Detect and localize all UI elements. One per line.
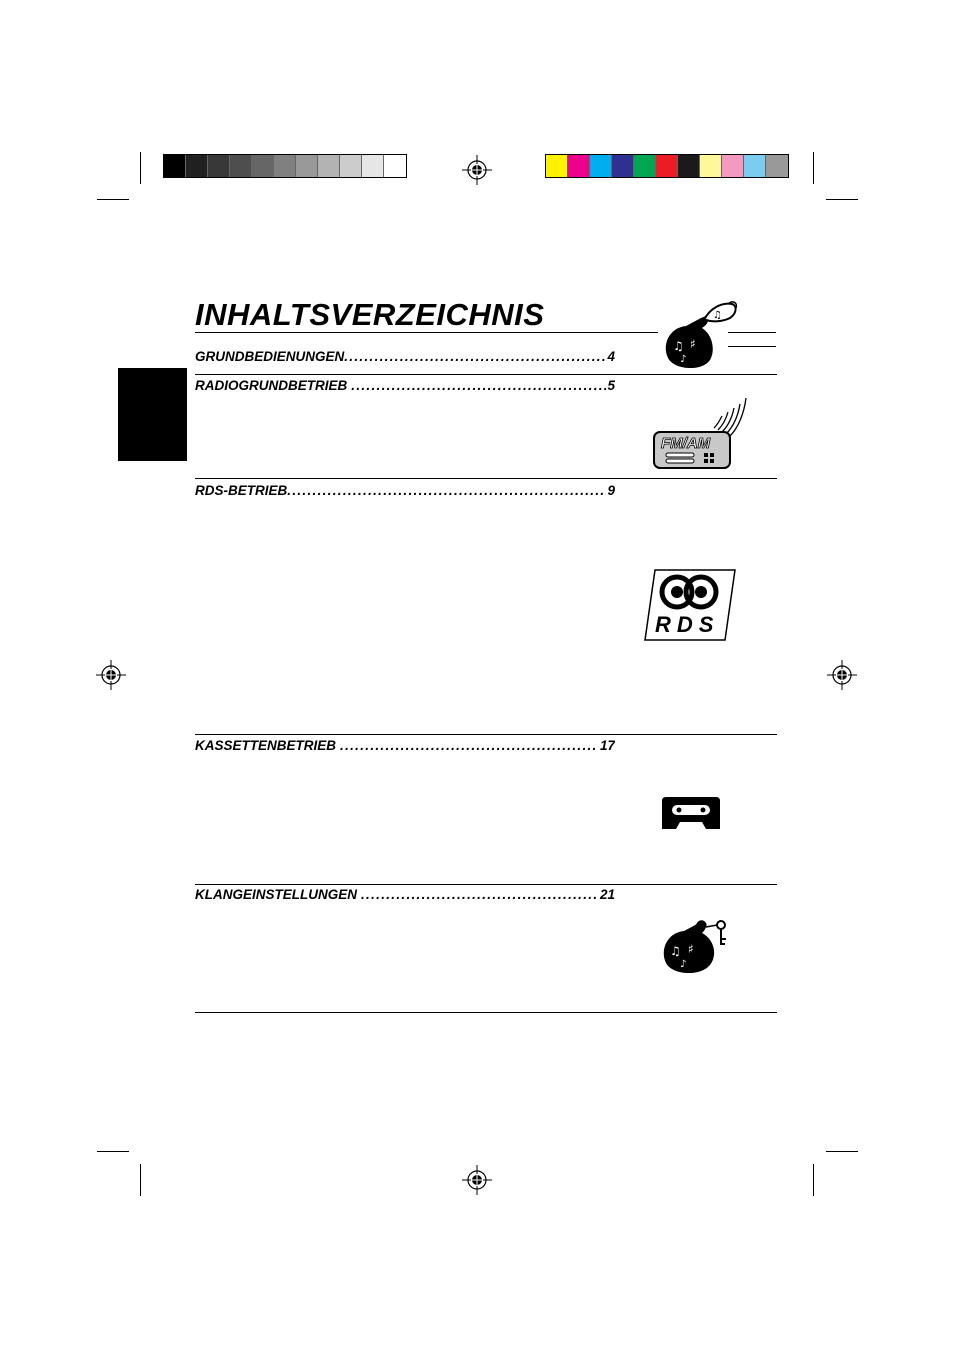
section-divider: [195, 374, 777, 375]
rds-label: RDS: [655, 612, 720, 637]
grayscale-swatch: [208, 155, 230, 177]
crop-mark: [826, 199, 858, 200]
grayscale-swatch: [296, 155, 318, 177]
toc-entry-radiogrundbetrieb[interactable]: [195, 378, 615, 393]
toc-entry-page: 21: [599, 887, 615, 902]
svg-text:♯: ♯: [688, 942, 694, 956]
registration-mark-icon: [462, 155, 492, 185]
registration-mark-icon: [96, 660, 126, 690]
process-color-bar: [545, 154, 789, 178]
toc-entry-kassettenbetrieb[interactable]: [195, 738, 615, 753]
toc-entry-label: GRUNDBEDIENUNGEN: [195, 349, 345, 364]
grayscale-swatch: [340, 155, 362, 177]
toc-leader: [287, 483, 606, 498]
grayscale-color-bar: [163, 154, 407, 178]
crop-mark: [140, 152, 141, 184]
toc-entry-rds-betrieb[interactable]: [195, 483, 615, 498]
crop-mark: [97, 199, 129, 200]
section-divider: [195, 478, 777, 479]
svg-text:♪: ♪: [680, 354, 687, 365]
toc-leader: [351, 378, 606, 393]
toc-entry-klangeinstellungen[interactable]: [195, 887, 615, 902]
toc-entry-label: KLANGEINSTELLUNGEN: [195, 887, 357, 902]
toc-entry-page: 5: [607, 378, 615, 393]
process-color-swatch: [612, 155, 634, 177]
grayscale-swatch: [384, 155, 406, 177]
grayscale-swatch: [252, 155, 274, 177]
fm-am-radio-icon: [652, 392, 748, 472]
fm-am-label: FM/AM: [661, 435, 711, 452]
section-divider: [195, 1012, 777, 1013]
svg-text:♪: ♪: [680, 959, 687, 970]
crop-mark: [813, 1164, 814, 1196]
svg-text:♫: ♫: [670, 944, 681, 958]
svg-text:♫: ♫: [673, 339, 684, 353]
grayscale-swatch: [186, 155, 208, 177]
sound-bag-icon: [658, 915, 730, 977]
toc-leader: [361, 887, 596, 902]
process-color-swatch: [634, 155, 656, 177]
section-divider: [195, 884, 777, 885]
svg-text:♫: ♫: [713, 310, 722, 321]
toc-entry-label: KASSETTENBETRIEB: [195, 738, 337, 753]
process-color-swatch: [546, 155, 568, 177]
grayscale-swatch: [362, 155, 384, 177]
grayscale-swatch: [230, 155, 252, 177]
grayscale-swatch: [274, 155, 296, 177]
cassette-icon: [662, 797, 720, 831]
toc-leader: [344, 349, 606, 364]
rds-logo-icon: [643, 568, 737, 642]
grayscale-swatch: [318, 155, 340, 177]
process-color-swatch: [656, 155, 678, 177]
music-bag-icon: [658, 298, 740, 372]
process-color-swatch: [722, 155, 744, 177]
crop-mark: [140, 1164, 141, 1196]
crop-mark: [97, 1151, 129, 1152]
svg-text:♯: ♯: [690, 337, 696, 351]
toc-entry-page: 17: [599, 738, 615, 753]
toc-leader: [340, 738, 596, 753]
registration-mark-icon: [827, 660, 857, 690]
process-color-swatch: [678, 155, 700, 177]
registration-mark-icon: [462, 1165, 492, 1195]
section-divider: [195, 734, 777, 735]
process-color-swatch: [568, 155, 590, 177]
toc-entry-label: RDS-BETRIEB: [195, 483, 288, 498]
page-title: INHALTSVERZEICHNIS: [195, 297, 545, 332]
toc-entry-label: RADIOGRUNDBETRIEB: [195, 378, 348, 393]
process-color-swatch: [700, 155, 722, 177]
crop-mark: [813, 152, 814, 184]
title-underline: [195, 332, 658, 333]
process-color-swatch: [766, 155, 788, 177]
crop-mark: [826, 1151, 858, 1152]
process-color-swatch: [744, 155, 766, 177]
language-tab: [118, 368, 187, 461]
grayscale-swatch: [164, 155, 186, 177]
toc-entry-page: 4: [607, 349, 615, 364]
process-color-swatch: [590, 155, 612, 177]
toc-entry-grundbedienungen[interactable]: [195, 349, 615, 364]
toc-entry-page: 9: [607, 483, 615, 498]
